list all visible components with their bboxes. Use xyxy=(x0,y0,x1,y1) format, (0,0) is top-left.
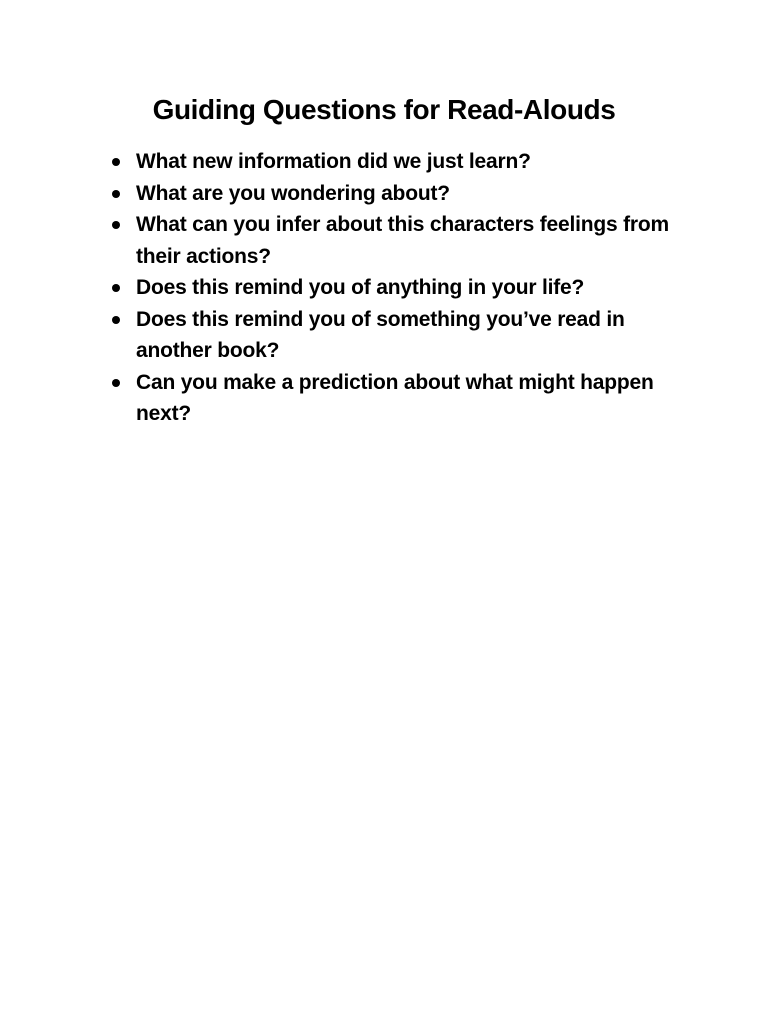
bullet-icon xyxy=(112,221,120,229)
list-item xyxy=(108,304,688,367)
page-title: Guiding Questions for Read-Alouds xyxy=(152,94,616,125)
question-text: Can you make a prediction about what might happen next? xyxy=(136,370,654,425)
question-text: What new information did we just learn? xyxy=(136,150,531,173)
bullet-icon xyxy=(112,158,120,166)
bullet-icon xyxy=(112,190,120,198)
bullet-icon xyxy=(112,379,120,387)
question-list xyxy=(108,146,688,430)
question-text: Does this remind you of anything in your life? xyxy=(136,276,585,299)
bullet-icon xyxy=(112,284,120,292)
bullet-icon xyxy=(112,316,120,324)
list-item xyxy=(108,146,688,178)
question-text: What are you wondering about? xyxy=(136,181,450,205)
list-item xyxy=(108,178,688,210)
question-text: What can you infer about this characters feelings from their actions? xyxy=(136,213,669,268)
question-text: Does this remind you of something you’ve read in another book? xyxy=(136,307,625,362)
list-item xyxy=(108,367,688,430)
list-item xyxy=(108,272,688,304)
list-item xyxy=(108,209,688,272)
